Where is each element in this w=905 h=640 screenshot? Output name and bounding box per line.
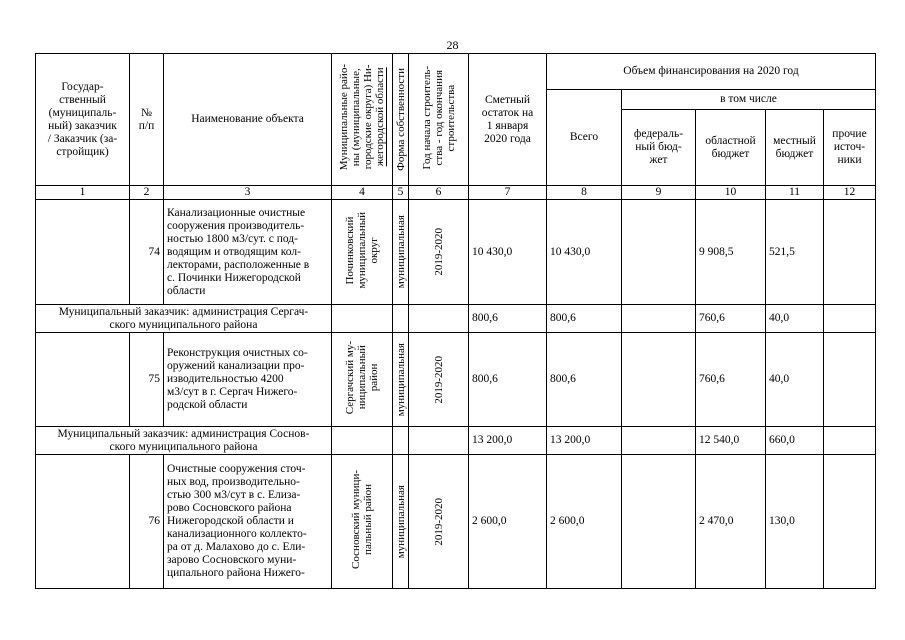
customer-row xyxy=(36,305,876,333)
years: 2019-2020 xyxy=(409,455,469,589)
col-number: 1 xyxy=(36,186,130,200)
other-value xyxy=(824,200,876,305)
header-districts-line1: Муниципальные райо- xyxy=(338,64,350,171)
local-value: 521,5 xyxy=(766,200,824,305)
header-other: прочие источ- ники xyxy=(824,110,876,186)
header-ownership: Форма собственности xyxy=(393,54,409,186)
object-name: Канализационные очистные сооружения производитель- ностью 1800 м3/сут. с под- водящим и отводящим кол- лекторами, расположенные в с. Починки Нижегородской области xyxy=(164,200,332,305)
header-financing: Объем финансирования на 2020 год xyxy=(547,54,876,90)
regional-value: 2 470,0 xyxy=(696,455,766,589)
customer-text: Муниципальный заказчик: администрация Сергач- ского муниципального района xyxy=(36,305,332,333)
object-name: Очистные сооружения сточ- ных вод, производительно- стью 300 м3/сут в с. Елиза- рово Сосновского района Нижегородской области и канализационного коллекто- ра от д. Малахово до с. Ели- зарово Сосновского муни- ципального района Нижего- xyxy=(164,455,332,589)
total-value: 10 430,0 xyxy=(547,200,622,305)
col-number: 11 xyxy=(766,186,824,200)
customer-text: Муниципальный заказчик: администрация Соснов- ского муниципального района xyxy=(36,427,332,455)
estimate-value: 13 200,0 xyxy=(469,427,547,455)
years: 2019-2020 xyxy=(409,333,469,427)
header-districts xyxy=(332,54,393,186)
header-row-1 xyxy=(36,54,876,90)
regional-value: 12 540,0 xyxy=(696,427,766,455)
years: 2019-2020 xyxy=(409,200,469,305)
district: Починковский муниципальный округ xyxy=(332,200,393,305)
local-value: 40,0 xyxy=(766,333,824,427)
estimate-value: 800,6 xyxy=(469,305,547,333)
district: Сергачский му- ниципальный район xyxy=(332,333,393,427)
local-value: 660,0 xyxy=(766,427,824,455)
header-years-line1: Год начала строитель- xyxy=(420,65,433,170)
col-number: 9 xyxy=(622,186,696,200)
header-customer: Государ- ственный (муниципаль- ный) заказчик / Заказчик (за- стройщик) xyxy=(36,54,130,186)
total-value: 800,6 xyxy=(547,305,622,333)
table-row xyxy=(36,200,876,305)
table-row xyxy=(36,333,876,427)
header-including: в том числе xyxy=(622,90,876,110)
page-number: 28 xyxy=(446,38,459,52)
col-number: 7 xyxy=(469,186,547,200)
header-object-name: Наименование объекта xyxy=(164,54,332,186)
header-federal: федераль- ный бюд- жет xyxy=(622,110,696,186)
estimate-value: 2 600,0 xyxy=(469,455,547,589)
other-value xyxy=(824,455,876,589)
federal-value xyxy=(622,200,696,305)
col-number: 10 xyxy=(696,186,766,200)
object-name: Реконструкция очистных со- оружений канализации про- изводительностью 4200 м3/сут в г. Сергач Нижего- родской области xyxy=(164,333,332,427)
header-local: местный бюджет xyxy=(766,110,824,186)
regional-value: 9 908,5 xyxy=(696,200,766,305)
ownership: муниципальная xyxy=(393,333,409,427)
federal-value xyxy=(622,333,696,427)
row-number: 75 xyxy=(130,333,164,427)
table-row xyxy=(36,455,876,589)
header-regional: областной бюджет xyxy=(696,110,766,186)
total-value: 800,6 xyxy=(547,333,622,427)
col-number: 3 xyxy=(164,186,332,200)
header-districts-line2: ны (муниципальные, xyxy=(350,68,362,167)
other-value xyxy=(824,333,876,427)
federal-value xyxy=(622,455,696,589)
column-numbers-row xyxy=(36,186,876,200)
district: Сосновский муници- пальный район xyxy=(332,455,393,589)
row-number: 76 xyxy=(130,455,164,589)
header-total: Всего xyxy=(547,90,622,186)
customer-row xyxy=(36,427,876,455)
header-districts-line4: жегородской области xyxy=(374,68,386,167)
estimate-value: 800,6 xyxy=(469,333,547,427)
local-value: 40,0 xyxy=(766,305,824,333)
col-number: 2 xyxy=(130,186,164,200)
total-value: 13 200,0 xyxy=(547,427,622,455)
total-value: 2 600,0 xyxy=(547,455,622,589)
col-number: 5 xyxy=(393,186,409,200)
col-number: 6 xyxy=(409,186,469,200)
estimate-value: 10 430,0 xyxy=(469,200,547,305)
header-number: № п/п xyxy=(130,54,164,186)
ownership: муниципальная xyxy=(393,200,409,305)
header-districts-line3: городские округа) Ни- xyxy=(362,65,374,170)
col-number: 12 xyxy=(824,186,876,200)
financing-table xyxy=(35,53,876,589)
regional-value: 760,6 xyxy=(696,305,766,333)
header-years xyxy=(409,54,469,186)
ownership: муниципальная xyxy=(393,455,409,589)
header-years-line2: ства - год окончания xyxy=(432,69,445,166)
regional-value: 760,6 xyxy=(696,333,766,427)
header-estimate: Сметный остаток на 1 января 2020 года xyxy=(469,54,547,186)
header-years-line3: строительства xyxy=(444,84,457,151)
local-value: 130,0 xyxy=(766,455,824,589)
col-number: 8 xyxy=(547,186,622,200)
col-number: 4 xyxy=(332,186,393,200)
row-number: 74 xyxy=(130,200,164,305)
